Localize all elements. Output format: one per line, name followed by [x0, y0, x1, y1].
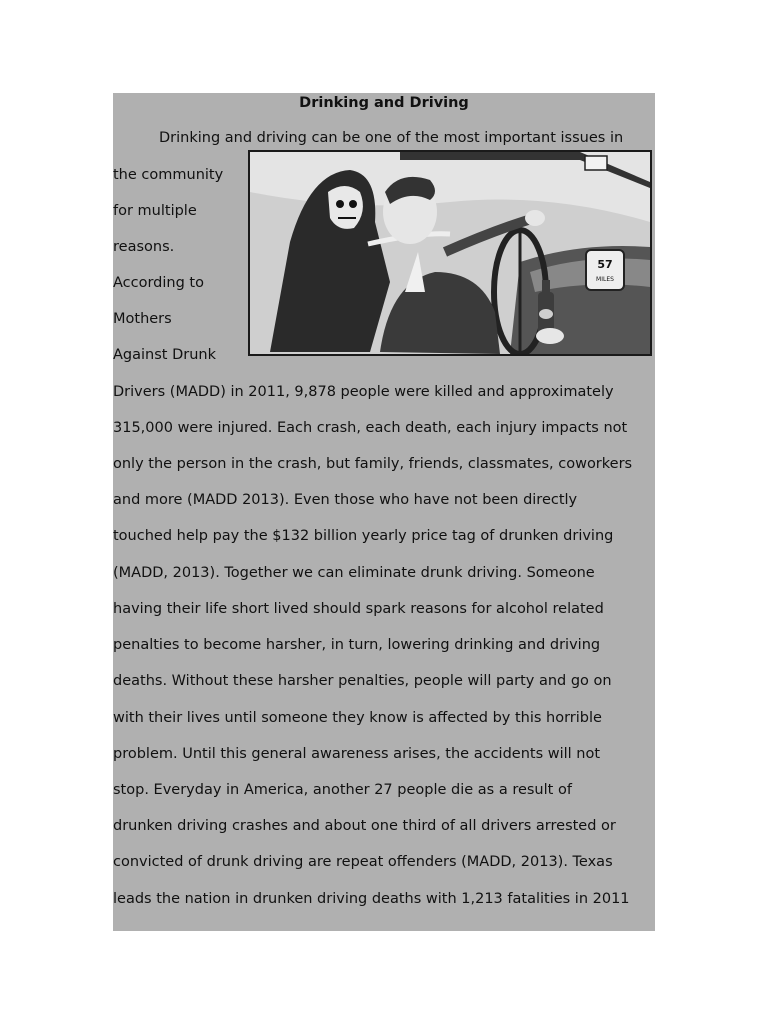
paragraph-line: stop. Everyday in America, another 27 people die as a result of: [113, 782, 572, 798]
paragraph-line: for multiple: [113, 203, 197, 219]
paragraph-line: Drivers (MADD) in 2011, 9,878 people were killed and approximately: [113, 384, 614, 400]
speedometer-unit: MILES: [596, 276, 614, 283]
paragraph-line: reasons.: [113, 239, 175, 255]
paragraph-line: Mothers: [113, 311, 172, 327]
paragraph-line: the community: [113, 167, 224, 183]
paragraph-line: convicted of drunk driving are repeat offenders (MADD, 2013). Texas: [113, 854, 613, 870]
speedometer-value: 57: [597, 258, 613, 271]
document-title: Drinking and Driving: [299, 95, 469, 111]
paragraph-line: and more (MADD 2013). Even those who have not been directly: [113, 492, 578, 508]
paragraph-line: problem. Until this general awareness arises, the accidents will not: [113, 746, 601, 762]
paragraph-line: 315,000 were injured. Each crash, each death, each injury impacts not: [113, 420, 628, 436]
paragraph-line: with their lives until someone they know is affected by this horrible: [113, 710, 602, 726]
paragraph-line: only the person in the crash, but family, friends, classmates, coworkers: [113, 456, 633, 472]
paragraph-line: penalties to become harsher, in turn, lowering drinking and driving: [113, 637, 601, 653]
grim-reaper-drunk-driver-illustration: [248, 150, 652, 356]
paragraph-line: having their life short lived should spark reasons for alcohol related: [113, 601, 604, 617]
paragraph-line: According to: [113, 275, 204, 291]
paragraph-line: deaths. Without these harsher penalties, people will party and go on: [113, 673, 612, 689]
paragraph-line: touched help pay the $132 billion yearly price tag of drunken driving: [113, 528, 614, 544]
paragraph-line: (MADD, 2013). Together we can eliminate drunk driving. Someone: [113, 565, 595, 581]
paragraph-line: drunken driving crashes and about one third of all drivers arrested or: [113, 818, 616, 834]
paragraph-line: Against Drunk: [113, 347, 216, 363]
paragraph-line: leads the nation in drunken driving deaths with 1,213 fatalities in 2011: [113, 891, 630, 907]
paragraph-line: Drinking and driving can be one of the most important issues in: [159, 130, 624, 146]
document-page: [113, 93, 655, 931]
